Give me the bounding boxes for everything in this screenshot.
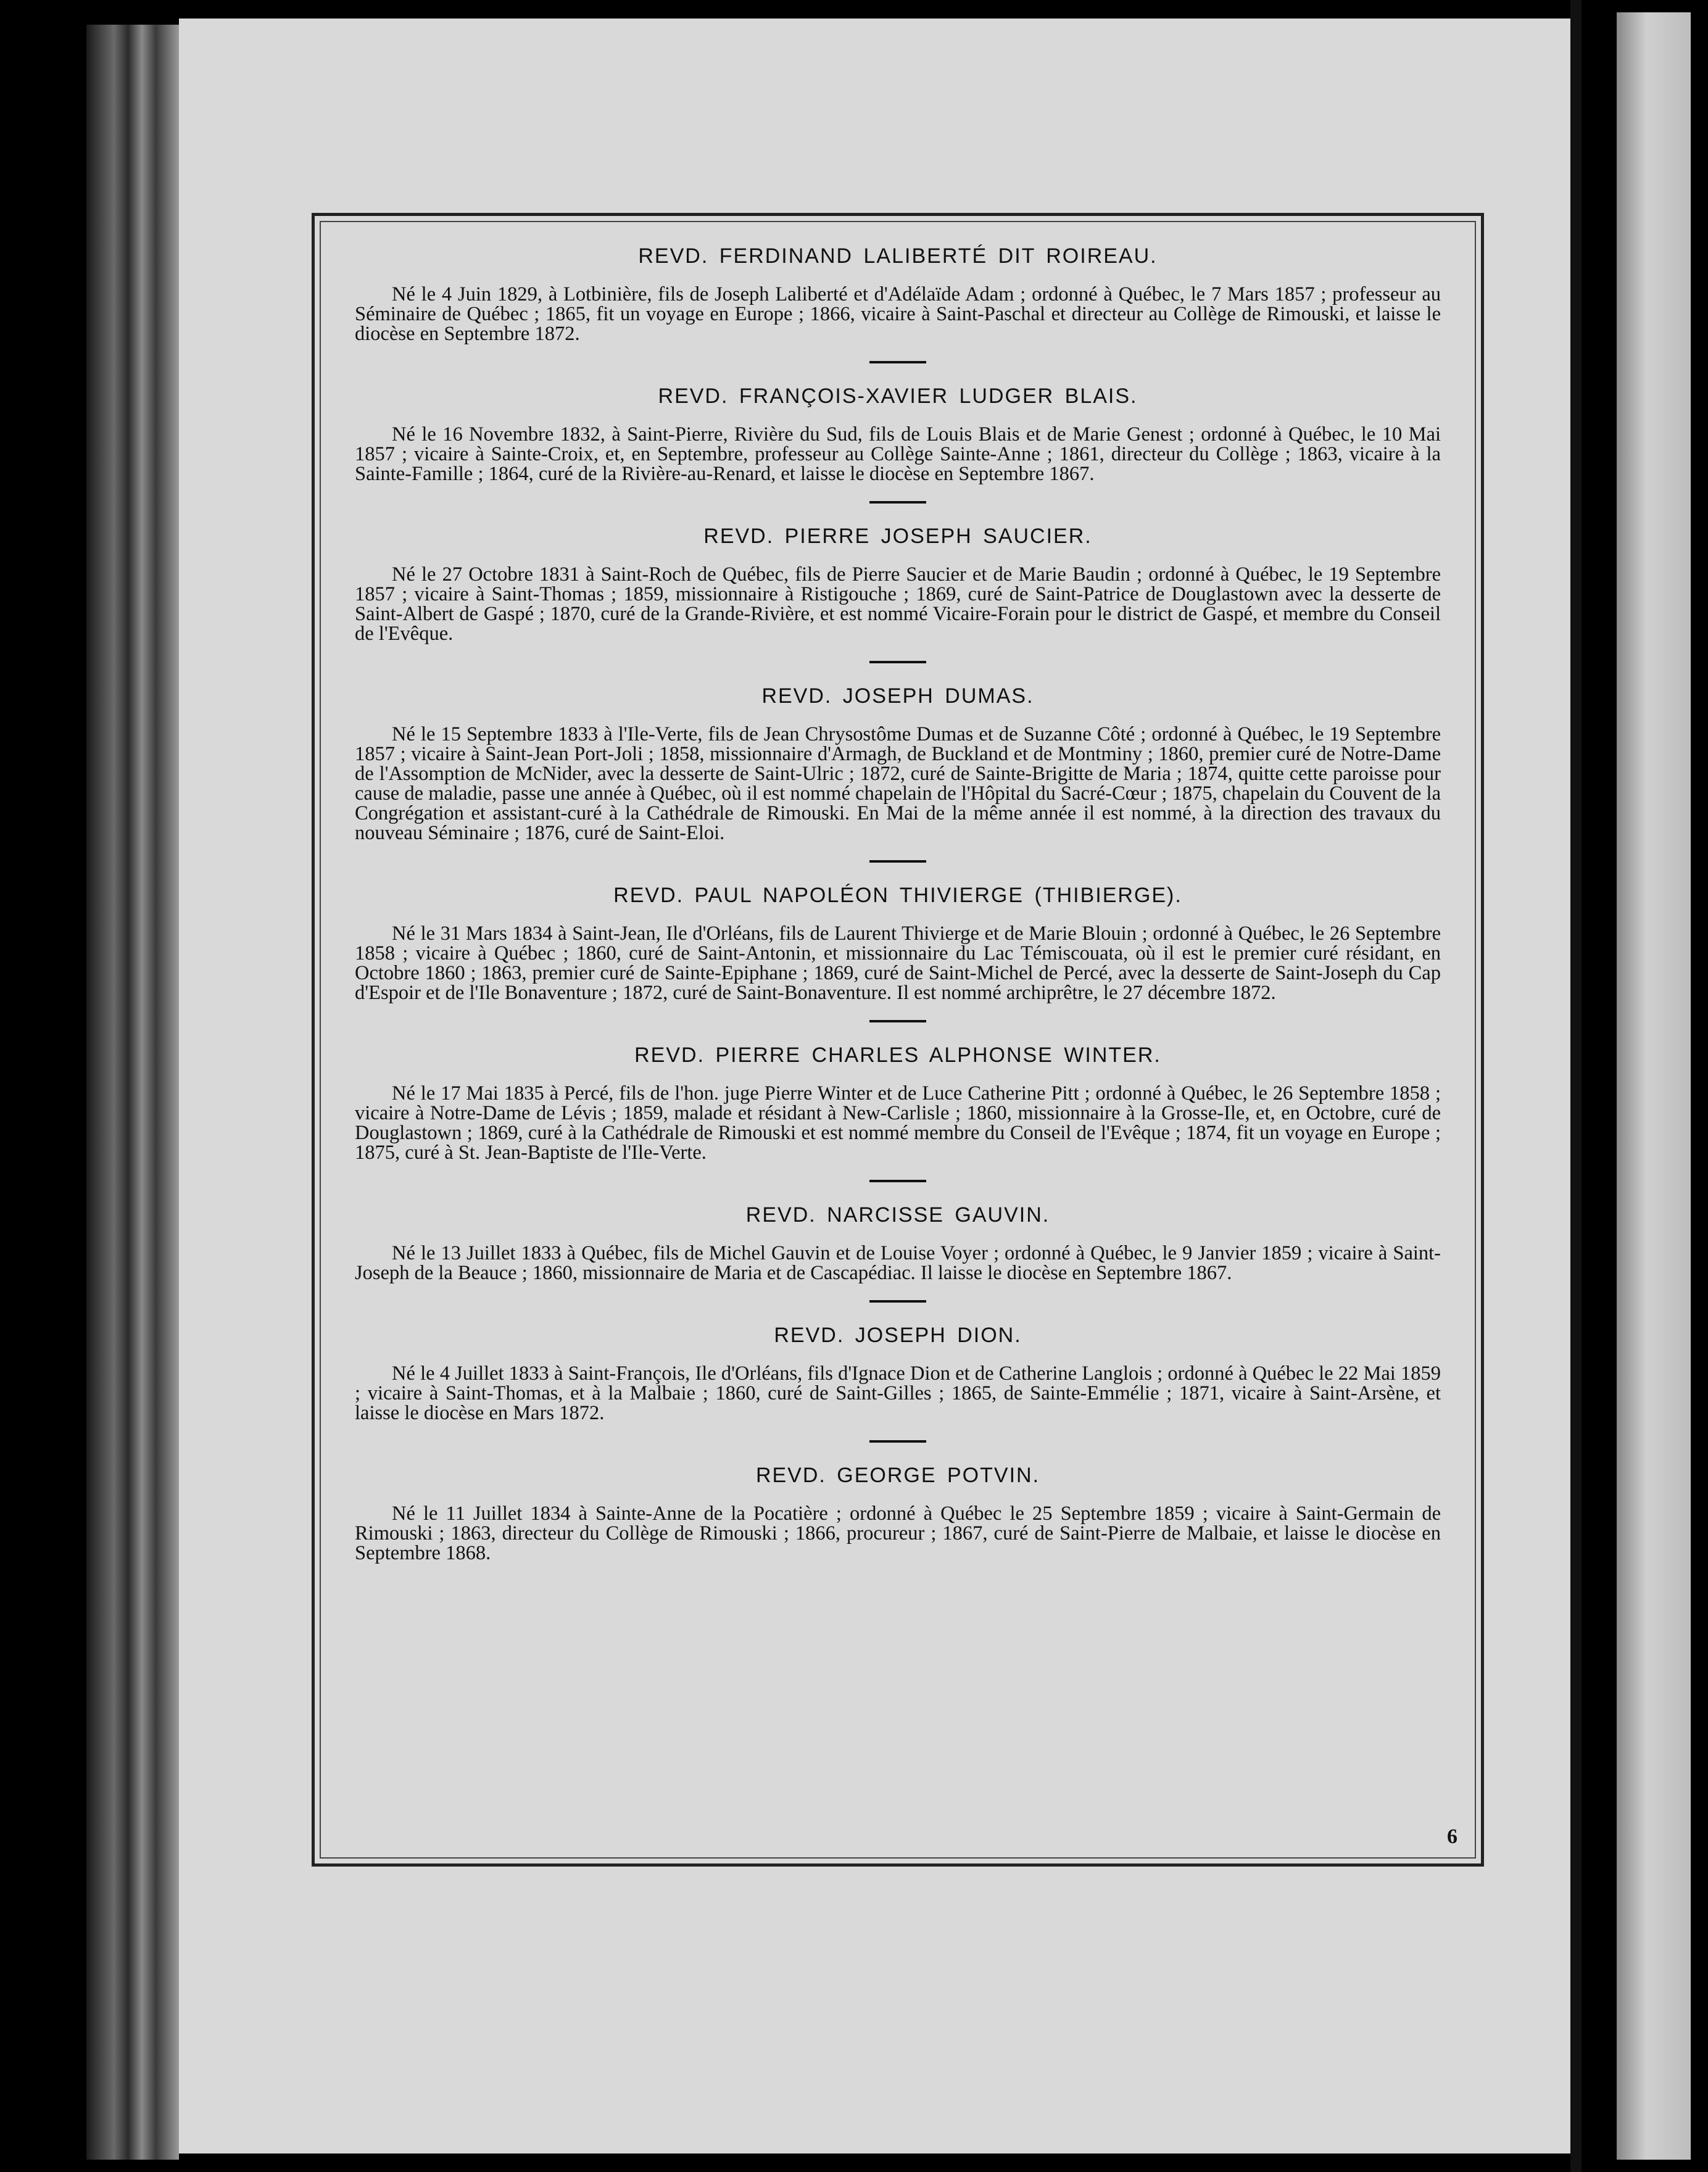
entry-title: REVD. PIERRE CHARLES ALPHONSE WINTER. <box>634 1043 1161 1067</box>
entry-title: REVD. NARCISSE GAUVIN. <box>745 1203 1050 1227</box>
separator-rule <box>869 1180 926 1182</box>
text-frame <box>312 213 1484 1867</box>
entry-body: Né le 11 Juillet 1834 à Sainte-Anne de la Pocatière ; ordonné à Québec le 25 Septembre 1859 ; vicaire à Saint-Germain de Rimouski ; 1863, directeur du Collège de Rimouski ; 1866, procureur ; 1867, curé de Saint-Pierre de Malbaie, et laisse le diocèse en Septembre 1868. <box>355 1503 1441 1564</box>
separator-rule <box>869 661 926 663</box>
entry-body: Né le 17 Mai 1835 à Percé, fils de l'hon. juge Pierre Winter et de Luce Catherine Pitt ; ordonné à Québec, le 26 Septembre 1858 ; vicaire à Notre-Dame de Lévis ; 1859, malade et résidant à New-Carlisle ; 1860, missionnaire à la Grosse-Ile, et, en Octobre, curé de Douglastown ; 1869, curé à la Cathédrale de Rimouski et est nommé membre du Conseil de l'Evêque ; 1874, fit un voyage en Europe ; 1875, curé à St. Jean-Baptiste de l'Ile-Verte. <box>355 1082 1441 1164</box>
separator-rule <box>869 1440 926 1443</box>
entry-body: Né le 27 Octobre 1831 à Saint-Roch de Québec, fils de Pierre Saucier et de Marie Baudin ; ordonné à Québec, le 19 Septembre 1857 ; vicaire à Saint-Thomas ; 1859, missionnaire à Ristigouche ; 1869, curé de Saint-Patrice de Douglastown avec la desserte de Saint-Albert de Gaspé ; 1870, curé de la Grande-Rivière, et est nommé Vicaire-Forain pour le district de Gaspé, et membre du Conseil de l'Evêque. <box>355 563 1441 645</box>
separator-rule <box>869 1300 926 1303</box>
separator-rule <box>869 361 926 363</box>
entry-body: Né le 16 Novembre 1832, à Saint-Pierre, Rivière du Sud, fils de Louis Blais et de Marie Genest ; ordonné à Québec, le 10 Mai 1857 ; vicaire à Sainte-Croix, et, en Septembre, professeur au Collège Sainte-Anne ; 1861, directeur du Collège ; 1863, vicaire à la Sainte-Famille ; 1864, curé de la Rivière-au-Renard, et laisse le diocèse en Septembre 1867. <box>355 423 1441 485</box>
entry-dion <box>355 1324 1441 1423</box>
entry-laliberte <box>355 244 1441 344</box>
entry-body: Né le 13 Juillet 1833 à Québec, fils de Michel Gauvin et de Louise Voyer ; ordonné à Québec, le 9 Janvier 1859 ; vicaire à Saint-Joseph de la Beauce ; 1860, missionnaire de Maria et de Cascapédiac. Il laisse le diocèse en Septembre 1867. <box>355 1242 1441 1284</box>
entry-title: REVD. JOSEPH DUMAS. <box>761 684 1034 708</box>
page-number: 6 <box>1447 1825 1457 1848</box>
separator-rule <box>869 860 926 863</box>
page-right-shadow <box>1570 0 1582 2172</box>
entry-title: REVD. PIERRE JOSEPH SAUCIER. <box>703 524 1092 548</box>
entry-gauvin <box>355 1203 1441 1283</box>
entry-title: REVD. PAUL NAPOLÉON THIVIERGE (THIBIERGE). <box>613 884 1182 907</box>
entry-saucier <box>355 524 1441 644</box>
entry-title: REVD. FERDINAND LALIBERTÉ DIT ROIREAU. <box>638 244 1158 268</box>
adjacent-page-edge <box>1617 12 1691 2160</box>
text-frame-inner <box>320 221 1476 1859</box>
book-spine-edge <box>86 25 179 2160</box>
separator-rule <box>869 1020 926 1022</box>
entry-title: REVD. GEORGE POTVIN. <box>755 1464 1040 1487</box>
entry-body: Né le 31 Mars 1834 à Saint-Jean, Ile d'Orléans, fils de Laurent Thivierge et de Marie Blouin ; ordonné à Québec, le 26 Septembre 1858 ; vicaire à Québec ; 1860, curé de Saint-Antonin, et missionnaire du Lac Témiscouata, où il est le premier curé résidant, en Octobre 1860 ; 1863, premier curé de Sainte-Epiphane ; 1869, curé de Saint-Michel de Percé, avec la desserte de Saint-Joseph du Cap d'Espoir et de l'Ile Bonaventure ; 1872, curé de Saint-Bonaventure. Il est nommé archiprêtre, le 27 décembre 1872. <box>355 922 1441 1004</box>
entry-title: REVD. JOSEPH DION. <box>774 1324 1022 1347</box>
entry-potvin <box>355 1464 1441 1563</box>
entry-body: Né le 4 Juin 1829, à Lotbinière, fils de Joseph Laliberté et d'Adélaïde Adam ; ordonné à Québec, le 7 Mars 1857 ; professeur au Séminaire de Québec ; 1865, fit un voyage en Europe ; 1866, vicaire à Saint-Paschal et directeur au Collège de Rimouski, et laisse le diocèse en Septembre 1872. <box>355 283 1441 345</box>
entry-winter <box>355 1043 1441 1163</box>
separator-rule <box>869 501 926 504</box>
entry-blais <box>355 384 1441 484</box>
entry-title: REVD. FRANÇOIS-XAVIER LUDGER BLAIS. <box>658 384 1138 408</box>
entry-body: Né le 15 Septembre 1833 à l'Ile-Verte, fils de Jean Chrysostôme Dumas et de Suzanne Côté ; ordonné à Québec, le 19 Septembre 1857 ; vicaire à Saint-Jean Port-Joli ; 1858, missionnaire d'Armagh, de Buckland et de Montminy ; 1860, premier curé de Notre-Dame de l'Assomption de McNider, avec la desserte de Saint-Ulric ; 1872, curé de Sainte-Brigitte de Maria ; 1874, quitte cette paroisse pour cause de maladie, passe une année à Québec, où il est nommé chapelain de l'Hôpital du Sacré-Cœur ; 1875, chapelain du Couvent de la Congrégation et assistant-curé à la Cathédrale de Rimouski. En Mai de la même année il est nommé, à la direction des travaux du nouveau Séminaire ; 1876, curé de Saint-Eloi. <box>355 723 1441 844</box>
entry-dumas <box>355 684 1441 843</box>
entry-body: Né le 4 Juillet 1833 à Saint-François, Ile d'Orléans, fils d'Ignace Dion et de Catherine Langlois ; ordonné à Québec le 22 Mai 1859 ; vicaire à Saint-Thomas, et à la Malbaie ; 1860, curé de Saint-Gilles ; 1865, de Sainte-Emmélie ; 1871, vicaire à Saint-Arsène, et laisse le diocèse en Mars 1872. <box>355 1362 1441 1424</box>
entry-thivierge <box>355 884 1441 1003</box>
